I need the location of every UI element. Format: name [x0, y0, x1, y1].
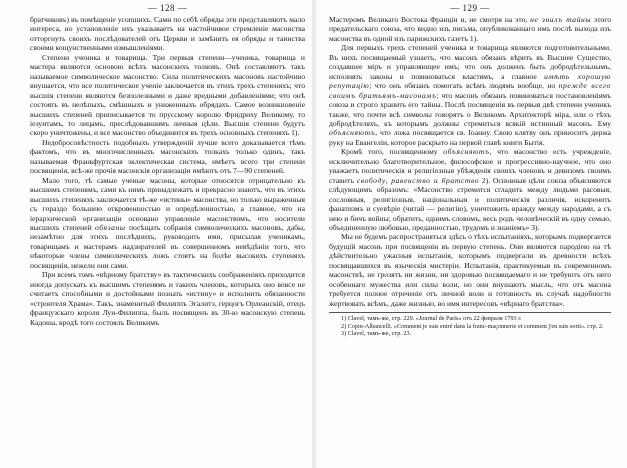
left-paragraph-3: Недобросовѣстность подобныхъ утвержденiй лучше всего доказывается тѣмъ фактомъ, что въ многочисленныхъ масонскихъ толкахъ только одинъ, такъ называемая Франкфуртская эклектическая система, имѣетъ всего три степени посвященiя, всѣ-же прочiя масонскiя организацiи имѣютъ отъ 7—90 степеней.: [30, 137, 305, 176]
emphasis: свободу, равенство и братство: [356, 175, 480, 185]
right-paragraph-3: Кромѣ того, посвященному объясняютъ, что масонство есть учрежденiе, исключительно благотворительное, философское и прогрессивно-научное, что оно уважаетъ политическiя и религiозныя убѣжденiя своихъ членовъ и девизомъ своимъ ставитъ свободу, равенство и братство 2). Основныя цѣли союза объясняются слѣдующимъ образомъ: «Масонство стремится сгладить между людьми расовыя, сословныя, религiозныя, нацiональныя и политическiя различiя, искоренить фанатизмъ и суевѣрiе (читай — религiю), уничтожить вражду между народами, а съ нею и бичъ войны; обратить, однимъ словомъ, весь родъ человѣческiй въ одну семью, объединенную любовью, преданностью, трудомъ и знанiемъ» 3).: [329, 147, 611, 232]
left-page-text: [30, 15, 305, 327]
emphasis: объясняютъ: [329, 128, 376, 138]
right-page: [314, 0, 627, 468]
footnote-3: 3) Clavel, тамъ-же, стр. 23.: [341, 330, 412, 338]
left-paragraph-4: Мало того, тѣ самые ученые масоны, которые относятся отрицательно къ высшимъ степенямъ, сами къ нимъ принадлежатъ и прекрасно знаютъ, что въ этихъ высшихъ степеняхъ заключается тѣ-же «истины» масонства, но только выраженныя съ гораздо большею откровенностью и опредѣленностью, а главное, что на iерархической организацiи основано управленiе масонствомъ, что носители высшихъ степеней обязаны посѣщать собранiя символическихъ масоновъ, дабы, незамѣтно для этихъ послѣднихъ, руководить ими, присылая ученикамъ, товарищамъ и мастерамъ надзирателей въ совершенномъ невѣдѣнiи того, что нѣкоторые члены символическихъ ложъ стоятъ на болѣе высокихъ ступеняхъ посвященiя, нежели они сами.: [30, 175, 305, 270]
emphasis: обязаны: [94, 222, 126, 232]
emphasis: не зналъ тайны: [530, 15, 592, 24]
emphasis: прежде всего своимъ братьямъ-масонамъ: [329, 81, 611, 100]
right-paragraph-2: Для первыхъ трехъ степеней ученика и товарища являются подготовительными. Въ нихъ посвящаемый узнаетъ, что масонъ обязанъ вѣрить въ Высшее Существо, создавшее мiръ и управляющее имъ; что онъ долженъ быть добродѣтельнымъ, исполнять законы и повиноваться властямъ, а главное имѣть хорошую репутацiю; что онъ обязанъ помогать всѣмъ людямъ вообще, но прежде всего своимъ братьямъ-масонамъ; что масонъ обязанъ повиноваться постановленiямъ союза и строго хранить его тайны. Послѣ посвященiя въ первыя двѣ степени ученикъ также, что почти всѣ символы говорятъ о Великомъ Архитекторѣ мiра, или о тѣхъ добродѣтеляхъ, къ которымъ должны стремиться всякiй истинный масонъ. Ему объясняютъ, что ложа посвящается св. Iоанну. Свою клятву онъ приноситъ держа руку на Евангелiи, которое раскрыто на первой главѣ книги Бытiя.: [329, 43, 612, 147]
footnotes: [329, 312, 611, 338]
left-paragraph-1: братчиковъ) въ помѣщенiе усопшихъ. Сами по себѣ обряды эти представляютъ мало интереса, но установленiе ихъ указываетъ на настойчивое стремленiе масонства отторгнуть своихъ послѣдователей отъ Церкви и замѣнить ея обряды и таинства своими кощунственными измышленiями.: [30, 15, 305, 53]
left-paragraph-5: При всемъ томъ «вѣрному братству» въ тактическихъ соображенiяхъ приходится иногда допускать къ высшимъ степенямъ и такихъ членовъ, которыхъ оно вовсе не считаетъ способными и достойными познать «истину» и исполнить обязанности «строителя Храма». Такъ, знаменитый Филиппъ Эгалитэ, герцогъ Орлеанскiй, отецъ французскаго короля Луи-Филиппа, былъ посвященъ въ 30-ю масонскую степень Кадоша, вродѣ того состоялъ Великимъ: [30, 270, 305, 327]
emphasis: объясняютъ: [443, 147, 490, 157]
footnote-2: 2) Copin-Albancelli. «Comment je suis entré dans la franc-maçonnerie et comment j'en suis sorti». стр. 2.: [341, 322, 604, 330]
footnote-1: 1) Clavel, тамъ-же, стр. 229. «Journal de Paris» отъ 22 февраля 1793 г.: [341, 315, 522, 323]
right-paragraph-4: Мы не будемъ распространяться здѣсь о тѣхъ испытанiяхъ, которымъ подвергается будущiй масонъ при посвященiи въ первую степень. Они являются пародiею на тѣ дѣйствительно ужасныя испытанiя, которымъ подвергали въ древности всѣхъ посвящавшихся въ языческiя мистерiи. Испытанiя, практикуемыя въ современномъ масонствѣ, не грозятъ ни жизни, ни здоровью посвящаемаго и не требуютъ отъ него особеннаго мужества или силы воли, но они внушаютъ мысль, что отъ масона требуется полное отреченiе отъ личной воли и готовность въ случаѣ надобности жертвовать всѣмъ, даже жизнью, во имя интересовъ «вѣрнаго братства».: [329, 232, 611, 308]
left-page-number: — 128 —: [147, 3, 188, 13]
right-paragraph-1: Мастеромъ Великаго Востока Францiи и, не смотря на это, не зналъ тайны этого предательскаго союза, что видно изъ письма, опубликованнаго имъ послѣ выхода изъ масонства въ одной изъ парижскихъ газетъ 1).: [329, 15, 611, 43]
right-page-text: [329, 15, 611, 308]
emphasis: имѣть хорошую репутацiю: [329, 71, 611, 91]
right-page-number: — 129 —: [450, 3, 490, 13]
left-paragraph-2: Степени ученика и товарища. Три первыя степени—ученика, товарища и мастера являются основою всѣхъ масонскихъ толковъ. Онѣ составляютъ такъ называемое символическое масонство. Сила политическихъ масоновъ настойчиво внушается, что все политическое ученiе заключается въ этихъ трехъ степеняхъ; что высшiя степени являются безполезными и даже вредными добавленiями; что онѣ состоять въ нелѣпыхъ, смѣшныхъ и униженныхъ обрядахъ. Самое возникновенiе высшихъ степеней приписывается то прусскому королю Фридриху Великому, то iезуитамъ, то лицамъ, преслѣдовавшимъ личныя цѣли. Высшiя степени будутъ скоро уничтожены, и все масонство объединится въ трехъ основныхъ степеняхъ 1).: [30, 52, 305, 138]
